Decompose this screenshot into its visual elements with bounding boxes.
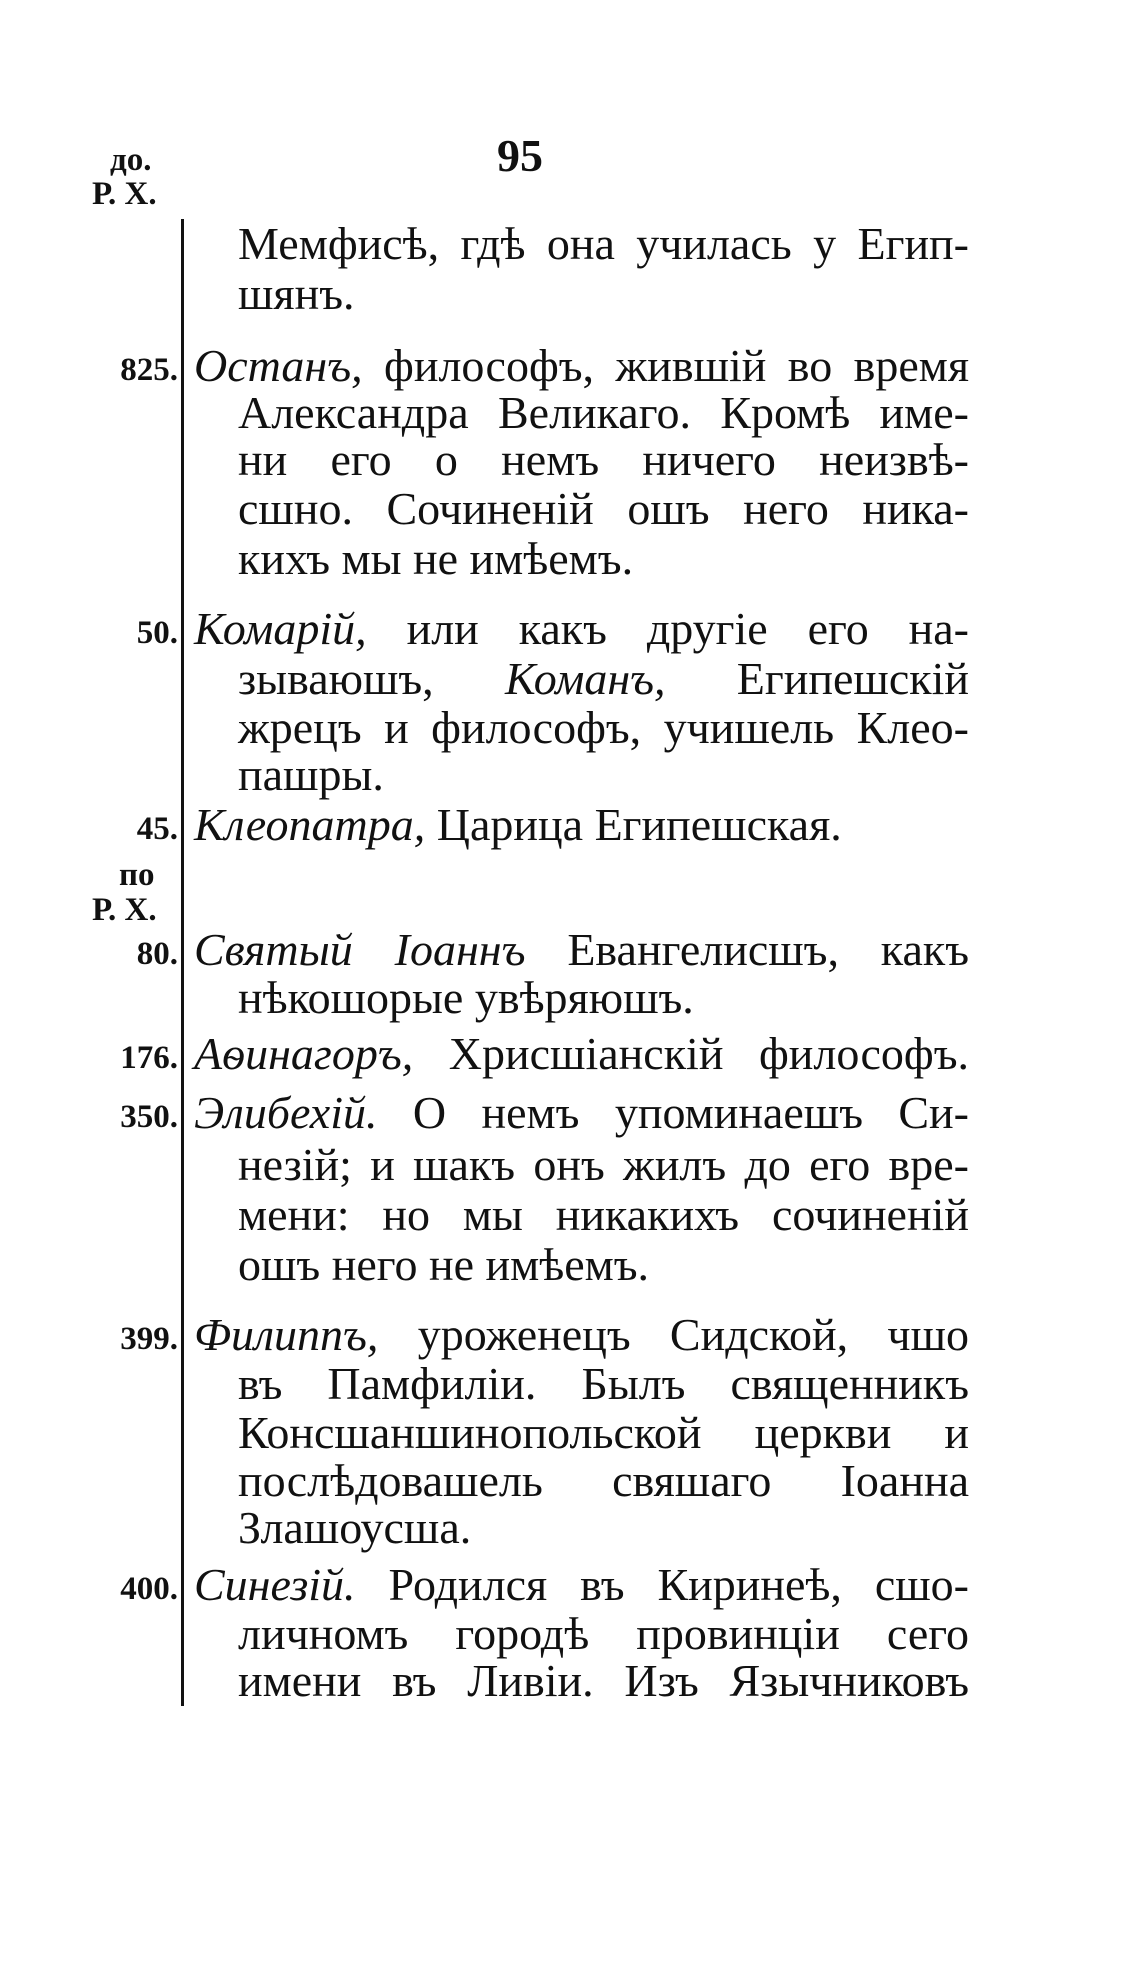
text-line [194,926,969,974]
person-name: Аѳинагоръ, [194,1028,414,1079]
person-name: Команъ, [504,653,666,704]
line-text: пашры. [238,749,384,800]
margin-rule [181,219,184,1706]
text-line [238,1141,969,1189]
line-text: Мемфисѣ, гдѣ она училась у Егип- [238,218,969,269]
text-line [238,655,969,703]
person-name: Филиппъ, [194,1309,379,1360]
text-line [238,1409,969,1457]
text-line [238,270,969,318]
year-marker: 176. [120,1040,178,1076]
year-marker: 399. [120,1321,178,1357]
text-line [238,704,969,752]
line-text: уроженецъ Сидской, чшо [378,1309,969,1360]
person-name: Элибехій. [194,1087,378,1138]
text-line [238,1610,969,1658]
text-line [238,1657,969,1705]
text-line [194,1030,969,1078]
person-name: Комарій, [194,603,367,654]
line-text: Евангелисшъ, какъ [525,924,969,975]
text-line [238,220,969,268]
line-text: въ Памфиліи. Былъ священникъ [238,1358,969,1409]
person-name: Синезій. [194,1559,356,1610]
line-text: Консшаншинопольской церкви и [238,1407,969,1458]
line-text: жрецъ и философъ, учишель Клео- [238,702,969,753]
text-line [194,1561,969,1609]
line-text: личномъ городѣ провинціи сего [238,1608,969,1659]
line-text: шянъ. [238,268,355,319]
text-line [238,389,969,437]
year-marker: 825. [120,352,178,388]
line-text: кихъ мы не имѣемъ. [238,533,634,584]
text-line [194,342,969,390]
line-text: Александра Великаго. Кромѣ име- [238,387,969,438]
line-text: или какъ другіе его на- [366,603,969,654]
year-marker: 45. [136,811,178,847]
text-line [238,1191,969,1239]
year-marker: 50. [136,615,178,651]
line-text: мени: но мы никакихъ сочиненій [238,1189,969,1240]
line-text: Родился въ Киринеѣ, сшо- [355,1559,969,1610]
line-text: О немъ упоминаешъ Си- [377,1087,969,1138]
text-line [238,535,969,583]
text-line [238,1360,969,1408]
text-line [194,1311,969,1359]
era-before-label: до. [110,142,152,178]
text-line [194,801,969,849]
line-text: Злашоусша. [238,1502,472,1553]
person-name: Клеопатра, [194,799,426,850]
line-text: ошъ него не имѣемъ. [238,1239,650,1290]
line-text: послѣдовашель свяшаго Іоанна [238,1455,969,1506]
line-text: имени въ Ливіи. Изъ Язычниковъ [238,1655,969,1706]
text-line [238,485,969,533]
year-marker: 400. [120,1571,178,1607]
line-text: философъ, жившій во время [362,340,969,391]
line-text: сшно. Сочиненій ошъ него ника- [238,483,969,534]
year-marker: 80. [136,936,178,972]
era-abbreviation: Р. Х. [92,892,157,928]
era-after-label: по [119,857,155,893]
line-text: Египешскій [665,653,969,704]
text-line [238,1457,969,1505]
text-line [238,974,969,1022]
line-text: Царица Египешская. [425,799,842,850]
text-line [238,751,969,799]
year-marker: 350. [120,1099,178,1135]
text-line [238,1504,969,1552]
text-line [194,605,969,653]
line-text: ни его о немъ ничего неизвѣ- [238,434,969,485]
text-line [238,436,969,484]
text-line [238,1241,969,1289]
line-text: нѣкошорые увѣряюшъ. [238,972,694,1023]
line-text: Хрисшіанскій философъ. [413,1028,969,1079]
page-number: 95 [497,130,543,181]
line-text: зываюшъ, [238,653,505,704]
text-line [194,1089,969,1137]
line-text: незій; и шакъ онъ жилъ до его вре- [238,1139,969,1190]
person-name: Останъ, [194,340,363,391]
person-name: Святый Іоаннъ [194,924,526,975]
era-abbreviation: Р. Х. [92,176,157,212]
